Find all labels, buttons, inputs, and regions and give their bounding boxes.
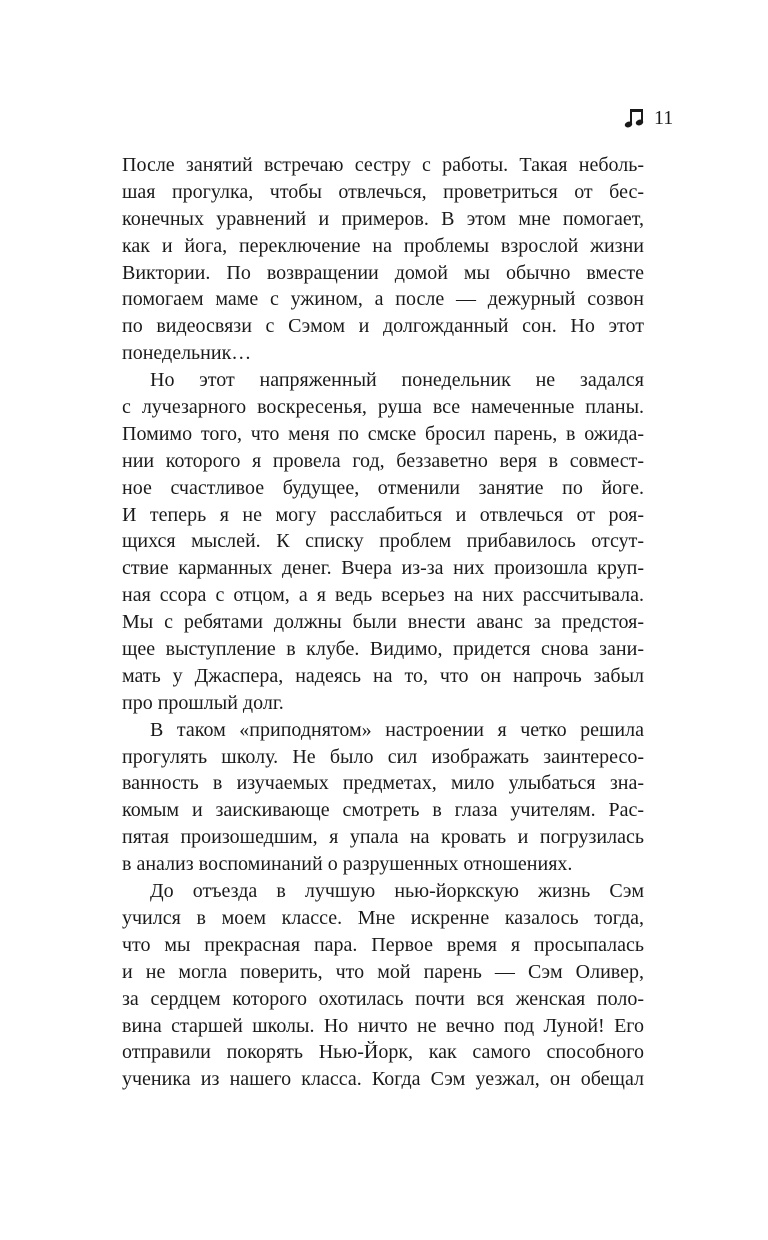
page-header bbox=[622, 104, 673, 132]
paragraph bbox=[122, 878, 644, 1093]
text-line: щее выступление в клубе. Видимо, придется снова зани- bbox=[122, 638, 644, 661]
text-line: конечных уравнений и примеров. В этом мне помогает, bbox=[122, 207, 644, 230]
text-line: комым и заискивающе смотреть в глаза учителям. Рас- bbox=[122, 799, 644, 822]
text-line: И теперь я не могу расслабиться и отвлечься от роя- bbox=[122, 503, 644, 526]
text-line: нии которого я провела год, беззаветно веря в совмест- bbox=[122, 449, 644, 472]
text-line: вина старшей школы. Но ничто не вечно под Луной! Его bbox=[122, 1014, 644, 1037]
text-line: ванность в изучаемых предметах, мило улыбаться зна- bbox=[122, 772, 644, 795]
paragraph bbox=[122, 717, 644, 878]
text-line: как и йога, переключение на проблемы взрослой жизни bbox=[122, 234, 644, 257]
text-line: что мы прекрасная пара. Первое время я просыпалась bbox=[122, 933, 644, 956]
text-line: с лучезарного воскресенья, руша все намеченные планы. bbox=[122, 396, 644, 419]
paragraph bbox=[122, 152, 644, 367]
text-line: прогулять школу. Не было сил изображать заинтересо- bbox=[122, 745, 644, 768]
text-line: помогаем маме с ужином, а после — дежурный созвон bbox=[122, 288, 644, 311]
text-line: ученика из нашего класса. Когда Сэм уезжал, он обещал bbox=[122, 1068, 644, 1091]
text-line: До отъезда в лучшую нью-йоркскую жизнь Сэм bbox=[150, 880, 644, 903]
music-note-icon bbox=[622, 106, 646, 130]
text-line: понедельник… bbox=[122, 342, 252, 365]
text-line: про прошлый долг. bbox=[122, 691, 284, 714]
text-line: учился в моем классе. Мне искренне казалось тогда, bbox=[122, 906, 644, 929]
paragraph bbox=[122, 367, 644, 717]
text-line: шая прогулка, чтобы отвлечься, проветриться от бес- bbox=[122, 180, 644, 203]
page-number: 11 bbox=[654, 107, 674, 129]
body-text bbox=[122, 152, 644, 1093]
text-line: Но этот напряженный понедельник не задался bbox=[150, 369, 644, 392]
text-line: за сердцем которого охотилась почти вся женская поло- bbox=[122, 987, 644, 1010]
text-line: пятая произошедшим, я упала на кровать и погрузилась bbox=[122, 826, 644, 849]
text-line: Помимо того, что меня по смске бросил парень, в ожида- bbox=[122, 422, 644, 445]
text-line: щихся мыслей. К списку проблем прибавилось отсут- bbox=[122, 530, 644, 553]
text-line: Мы с ребятами должны были внести аванс за предстоя- bbox=[122, 611, 644, 634]
text-line: и не могла поверить, что мой парень — Сэм Оливер, bbox=[122, 960, 644, 983]
text-line: После занятий встречаю сестру с работы. Такая неболь- bbox=[122, 154, 644, 176]
text-line: отправили покорять Нью-Йорк, как самого способного bbox=[122, 1041, 644, 1064]
text-line: мать у Джаспера, надеясь на то, что он напрочь забыл bbox=[122, 664, 644, 687]
text-line: Виктории. По возвращении домой мы обычно вместе bbox=[122, 261, 644, 284]
text-line: по видеосвязи с Сэмом и долгожданный сон. Но этот bbox=[122, 315, 644, 338]
text-line: ное счастливое будущее, отменили занятие по йоге. bbox=[122, 476, 644, 499]
text-line: ствие карманных денег. Вчера из-за них произошла круп- bbox=[122, 557, 644, 580]
text-line: ная ссора с отцом, а я ведь всерьез на них рассчитывала. bbox=[122, 584, 644, 607]
text-line: В таком «приподнятом» настроении я четко решила bbox=[150, 718, 644, 741]
text-line: в анализ воспоминаний о разрушенных отношениях. bbox=[122, 853, 573, 876]
